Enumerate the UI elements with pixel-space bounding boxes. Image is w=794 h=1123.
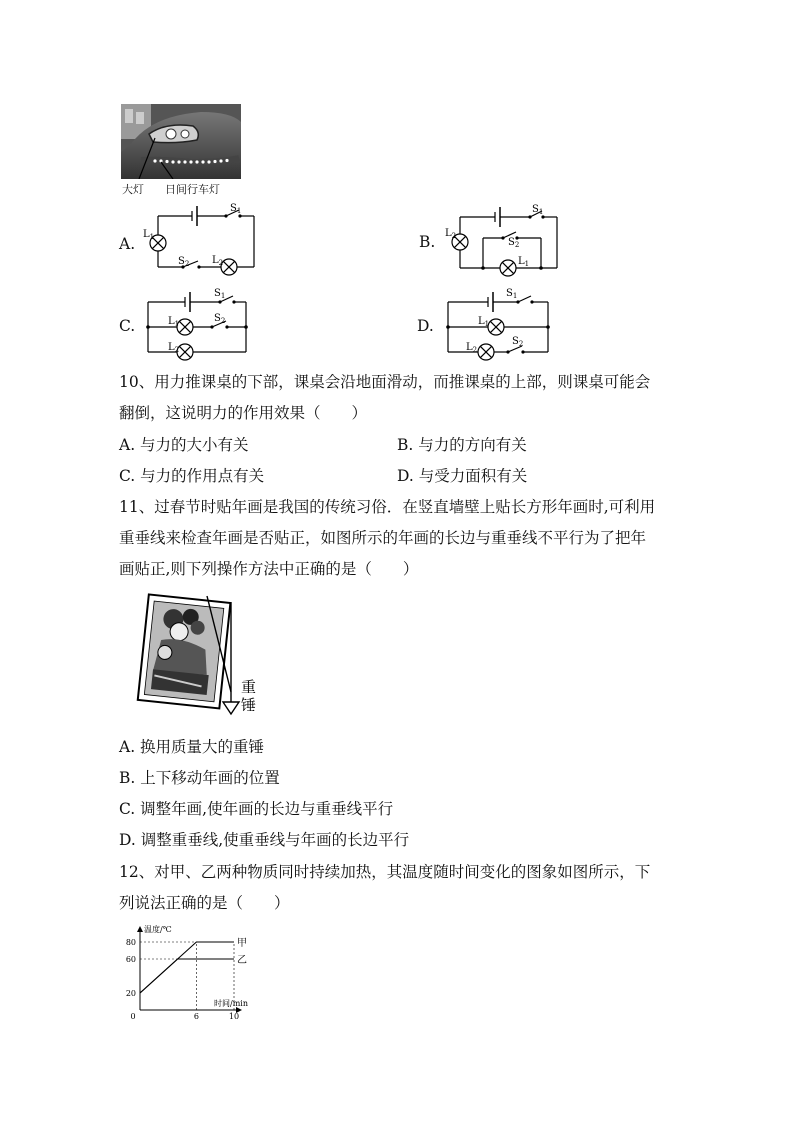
car-photo xyxy=(121,104,241,179)
l1-sub: 1 xyxy=(174,320,180,328)
s2-label: S xyxy=(508,237,515,248)
svg-text:L1 xyxy=(143,229,154,241)
new-year-picture-figure xyxy=(125,592,265,722)
circuit-d xyxy=(440,284,565,364)
svg-text:S1 xyxy=(230,203,241,215)
series-line-2 xyxy=(140,959,234,993)
svg-text:S1 xyxy=(532,204,543,216)
q11-stem-line3: 画贴正,则下列操作方法中正确的是（ ） xyxy=(119,560,419,578)
l2-label: L xyxy=(168,342,175,353)
q10-option-c[interactable]: C. 与力的作用点有关 xyxy=(119,467,265,485)
q11-stem-line1: 11、过春节时贴年画是我国的传统习俗．在竖直墙壁上贴长方形年画时,可利用 xyxy=(119,498,656,516)
svg-text:L2 xyxy=(168,342,179,354)
s2-sub: 2 xyxy=(514,241,520,249)
svg-text:S2 xyxy=(214,313,225,325)
q10-option-b[interactable]: B. 与力的方向有关 xyxy=(397,436,527,454)
series-label-1: 甲 xyxy=(237,938,247,949)
svg-text:L2 xyxy=(212,255,223,267)
svg-text:L1 xyxy=(478,316,489,328)
s1-label: S xyxy=(506,288,513,299)
l1-sub: 1 xyxy=(149,233,155,241)
l2-sub: 2 xyxy=(451,232,457,240)
l2-sub: 2 xyxy=(174,346,180,354)
l2-label: L xyxy=(466,342,473,353)
q9-option-d-label: D. xyxy=(417,317,434,335)
svg-text:L2 xyxy=(445,228,456,240)
q9-option-c-label: C. xyxy=(119,317,136,335)
q12-stem-line2: 列说法正确的是（ ） xyxy=(119,894,290,912)
circuit-c xyxy=(140,284,265,364)
q12-stem-line1: 12、对甲、乙两种物质同时持续加热，其温度随时间变化的图象如图所示，下 xyxy=(119,863,651,881)
s1-sub: 1 xyxy=(512,292,518,300)
svg-text:L1 xyxy=(518,256,529,268)
q10-option-a[interactable]: A. 与力的大小有关 xyxy=(119,436,249,454)
l1-label: L xyxy=(478,316,485,327)
q9-option-b-label: B. xyxy=(419,233,436,251)
s1-sub: 1 xyxy=(220,292,226,300)
x-tick-label: 10 xyxy=(228,1012,240,1021)
s1-label: S xyxy=(532,204,539,215)
circuit-a xyxy=(140,200,265,280)
headlight-label: 大灯 xyxy=(122,183,144,196)
q11-stem-line2: 重垂线来检查年画是否贴正，如图所示的年画的长边与重垂线不平行为了把年 xyxy=(119,529,647,547)
y-tick-label: 60 xyxy=(125,955,136,964)
l1-label: L xyxy=(143,229,150,240)
series-line-1 xyxy=(140,942,234,993)
svg-text:S1 xyxy=(506,288,517,300)
l2-label: L xyxy=(212,255,219,266)
svg-text:L1 xyxy=(168,316,179,328)
q10-stem-line1: 10、用力推课桌的下部，课桌会沿地面滑动，而推课桌的上部，则课桌可能会 xyxy=(119,373,651,391)
svg-text:L2 xyxy=(466,342,477,354)
s2-label: S xyxy=(512,336,519,347)
x-tick-label: 6 xyxy=(193,1012,199,1021)
s2-label: S xyxy=(178,256,185,267)
plumb-label-2: 锤 xyxy=(241,696,257,714)
q11-option-c[interactable]: C. 调整年画,使年画的长边与重垂线平行 xyxy=(119,800,394,818)
l1-sub: 1 xyxy=(484,320,490,328)
svg-text:S2 xyxy=(512,336,523,348)
y-axis-label: 温度/℃ xyxy=(144,925,172,934)
y-tick-label: 80 xyxy=(125,938,136,947)
temperature-time-chart xyxy=(118,922,278,1022)
q11-option-a[interactable]: A. 换用质量大的重锤 xyxy=(119,738,265,756)
circuit-b xyxy=(440,200,565,280)
y-tick-label: 20 xyxy=(125,989,136,998)
s2-sub: 2 xyxy=(220,317,226,325)
l2-sub: 2 xyxy=(472,346,478,354)
s1-label: S xyxy=(214,288,221,299)
l1-sub: 1 xyxy=(524,260,530,268)
svg-text:S2 xyxy=(178,256,189,268)
x-axis-label: 时间/min xyxy=(214,999,248,1008)
q9-option-a-label: A. xyxy=(119,235,136,253)
drl-label: 日间行车灯 xyxy=(165,183,220,196)
svg-text:S1 xyxy=(214,288,225,300)
l1-label: L xyxy=(518,256,525,267)
q11-option-d[interactable]: D. 调整重垂线,使重垂线与年画的长边平行 xyxy=(119,831,410,849)
s2-label: S xyxy=(214,313,221,324)
plumb-label-1: 重 xyxy=(241,678,257,696)
l2-sub: 2 xyxy=(218,259,224,267)
q10-option-d[interactable]: D. 与受力面积有关 xyxy=(397,467,528,485)
s2-sub: 2 xyxy=(518,340,524,348)
l2-label: L xyxy=(445,228,452,239)
q11-option-b[interactable]: B. 上下移动年画的位置 xyxy=(119,769,280,787)
s1-sub: 1 xyxy=(236,207,242,215)
x-tick-label: 0 xyxy=(130,1012,136,1021)
s1-sub: 1 xyxy=(538,208,544,216)
series-label-2: 乙 xyxy=(237,955,247,966)
s1-label: S xyxy=(230,203,237,214)
l1-label: L xyxy=(168,316,175,327)
s2-sub: 2 xyxy=(184,260,190,268)
q10-stem-line2: 翻倒，这说明力的作用效果（ ） xyxy=(119,404,368,422)
